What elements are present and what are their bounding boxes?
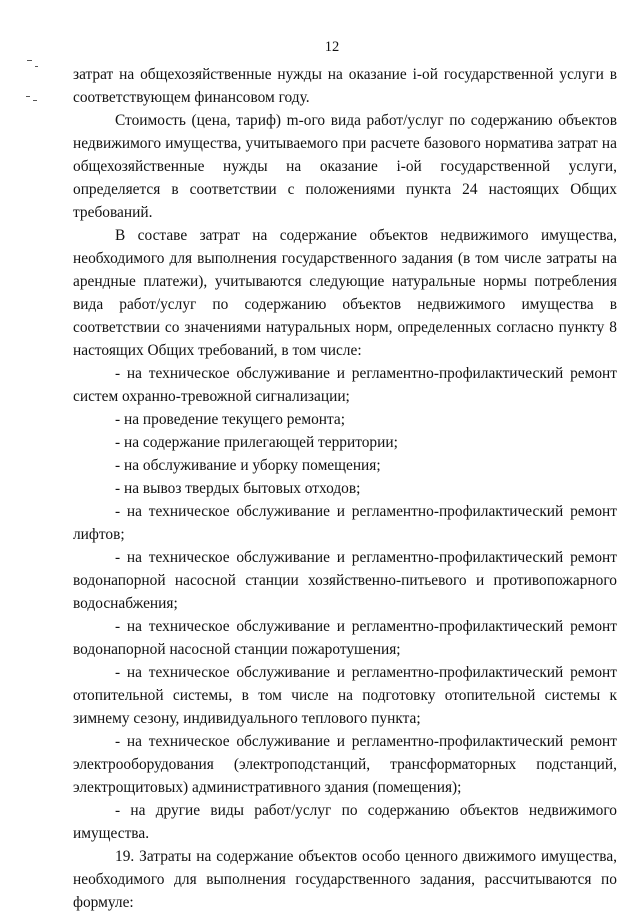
list-item: - на техническое обслуживание и регламентно-профилактический ремонт электрооборудования (электроподстанций, трансформаторных подстанций, электрощитовых) административного здания (помещения); xyxy=(73,733,617,796)
list-item: - на техническое обслуживание и регламентно-профилактический ремонт водонапорной насосной станции хозяйственно-питьевого и противопожарного водоснабжения; xyxy=(73,549,617,612)
paragraph-natural-norms: В составе затрат на содержание объектов недвижимого имущества, необходимого для выполнения государственного задания (в том числе затраты на арендные платежи), учитываются следующие натуральные нормы потребления вида работ/услуг по содержанию объектов недвижимого имущества в соответствии со значениями натуральных норм, определенных согласно пункту 8 настоящих Общих требований, в том числе: xyxy=(73,227,617,359)
list-item: - на техническое обслуживание и регламентно-профилактический ремонт отопительной системы, в том числе на подготовку отопительной системы к зимнему сезону, индивидуального теплового пункта; xyxy=(73,664,617,727)
list-item: - на проведение текущего ремонта; xyxy=(115,411,346,428)
scan-mark xyxy=(27,60,32,61)
list-item: - на вывоз твердых бытовых отходов; xyxy=(115,480,361,497)
page-number: 12 xyxy=(324,39,340,55)
list-item: - на содержание прилегающей территории; xyxy=(115,434,398,451)
list-item: - на обслуживание и уборку помещения; xyxy=(115,457,381,474)
paragraph-section-19: 19. Затраты на содержание объектов особо ценного движимого имущества, необходимого для выполнения государственного задания, рассчитываются по формуле: xyxy=(73,848,617,911)
list-item: - на техническое обслуживание и регламентно-профилактический ремонт лифтов; xyxy=(73,503,617,543)
paragraph-continuation: затрат на общехозяйственные нужды на оказание i-ой государственной услуги в соответствующем финансовом году. xyxy=(73,66,617,106)
scan-mark xyxy=(26,96,30,97)
list-item: - на техническое обслуживание и регламентно-профилактический ремонт водонапорной насосной станции пожаротушения; xyxy=(73,618,617,658)
paragraph-cost-determination: Стоимость (цена, тариф) m-ого вида работ/услуг по содержанию объектов недвижимого имущества, учитываемого при расчете базового норматива затрат на общехозяйственные нужды на оказание i-ой государственной услуги, определяется в соответствии с положениями пункта 24 настоящих Общих требований. xyxy=(73,112,617,221)
document-body xyxy=(73,63,617,914)
scan-mark xyxy=(35,66,38,67)
list-item: - на другие виды работ/услуг по содержанию объектов недвижимого имущества. xyxy=(73,802,617,842)
scan-mark xyxy=(33,100,37,101)
list-item: - на техническое обслуживание и регламентно-профилактический ремонт систем охранно-тревожной сигнализации; xyxy=(73,365,617,405)
